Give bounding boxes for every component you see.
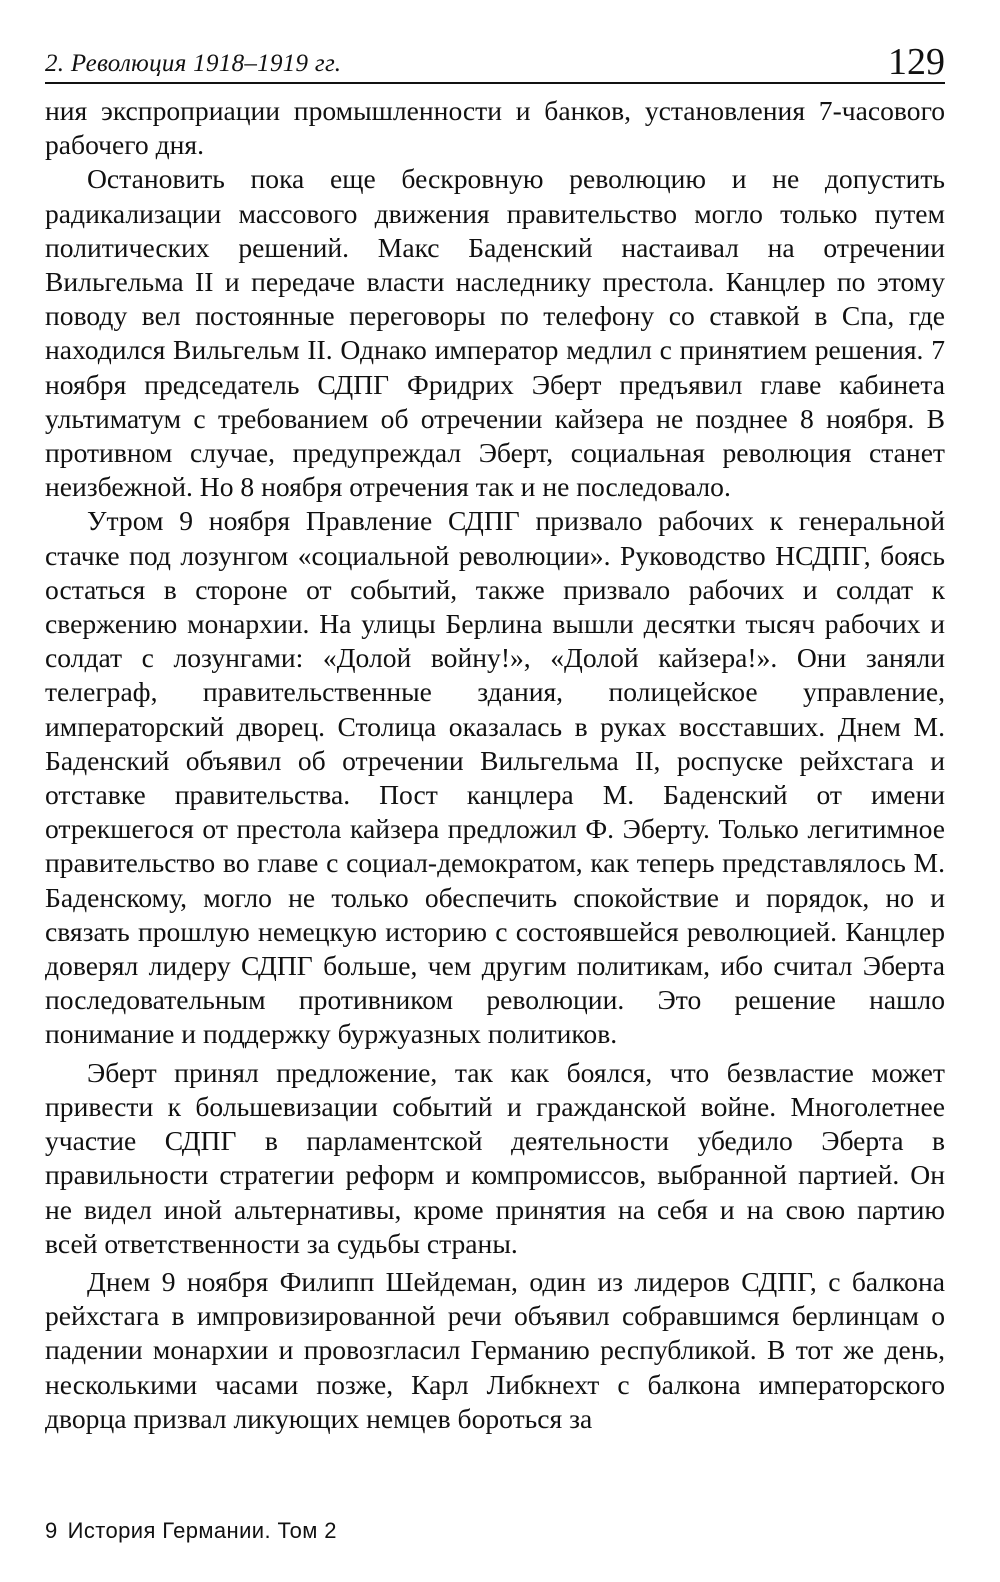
page-footer <box>45 1518 347 1544</box>
paragraph: Остановить пока еще бескровную революцию и не допустить радикализации массового движения правительство могло только путем политических решений. Макс Баденский настаивал на отречении Вильгельма II и передаче власти наследнику престола. Канцлер по этому поводу вел постоянные переговоры по телефону со ставкой в Спа, где находился Вильгельм II. Однако император медлил с принятием решения. 7 ноября председатель СДПГ Фридрих Эберт предъявил главе кабинета ультиматум с требованием об отречении кайзера не позднее 8 ноября. В противном случае, предупреждал Эберт, социальная революция станет неизбежной. Но 8 ноября отречения так и не последовало. <box>45 163 945 503</box>
paragraph: Эберт принял предложение, так как боялся, что безвластие может привести к большевизации событий и гражданской войне. Многолетнее участие СДПГ в парламентской деятельности убедило Эберта в правильности стратегии реформ и компромиссов, выбранной партией. Он не видел иной альтернативы, кроме принятия на себя и на свою партию всей ответственности за судьбы страны. <box>45 1056 945 1259</box>
running-title: 2. Революция 1918–1919 гг. <box>45 50 342 77</box>
paragraph-continued: ния экспроприации промышленности и банков, установления 7-часового рабочего дня. <box>45 95 945 161</box>
signature-number: 9 <box>45 1518 58 1543</box>
book-title: История Германии. Том 2 <box>67 1518 337 1543</box>
book-page <box>45 38 945 1436</box>
body-text <box>45 94 945 1436</box>
paragraph: Днем 9 ноября Филипп Шейдеман, один из лидеров СДПГ, с балкона рейхстага в импровизированной речи объявил собравшимся берлинцам о падении монархии и провозгласил Германию республикой. В тот же день, несколькими часами позже, Карл Либкнехт с балкона императорского дворца призвал ликующих немцев бороться за <box>45 1265 945 1434</box>
running-header <box>45 38 945 84</box>
paragraph: Утром 9 ноября Правление СДПГ призвало рабочих к генеральной стачке под лозунгом «социальной революции». Руководство НСДПГ, боясь остаться в стороне от событий, также призвало рабочих и солдат к свержению монархии. На улицы Берлина вышли десятки тысяч рабочих и солдат с лозунгами: «Долой войну!», «Долой кайзера!». Они заняли телеграф, правительственные здания, полицейское управление, императорский дворец. Столица оказалась в руках восставших. Днем М. Баденский объявил об отречении Вильгельма II, роспуске рейхстага и отставке правительства. Пост канцлера М. Баденский от имени отрекшегося от престола кайзера предложил Ф. Эберту. Только легитимное правительство во главе с социал-демократом, как теперь представлялось М. Баденскому, могло не только обеспечить спокойствие и порядок, но и связать прошлую немецкую историю с состоявшейся революцией. Канцлер доверял лидеру СДПГ больше, чем другим политикам, ибо считал Эберта последовательным противником революции. Это решение нашло понимание и поддержку буржуазных политиков. <box>45 505 945 1050</box>
page-number: 129 <box>888 41 945 83</box>
